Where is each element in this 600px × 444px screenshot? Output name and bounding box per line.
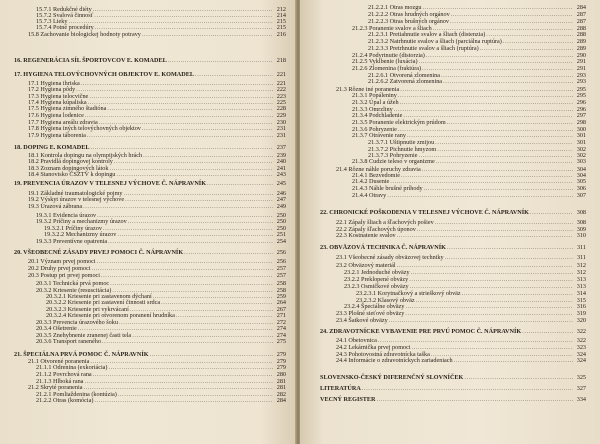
toc-entry-title: 21.2.6.2 Zatvorená zlomenina bbox=[368, 78, 443, 85]
toc-entry-page-number: 297 bbox=[576, 112, 586, 119]
toc-entry-title: 17.2 Hygiena pôdy bbox=[28, 86, 76, 93]
toc-entry-title: 21.3.7.3 Pohryzenie bbox=[368, 152, 418, 159]
toc-entry-title: 22.2 Zápaly šľachových úponov bbox=[336, 226, 416, 233]
toc-entry-page-number: 287 bbox=[576, 11, 586, 18]
toc-entry-title: 21.3.1 Popáleniny bbox=[352, 92, 397, 99]
left-toc-entry bbox=[14, 56, 286, 65]
toc-entry-page-number: 296 bbox=[576, 106, 586, 113]
toc-entry-page-number: 315 bbox=[576, 297, 586, 304]
toc-entry-page-number: 306 bbox=[576, 185, 586, 192]
toc-entry-page-number: 310 bbox=[576, 232, 586, 239]
toc-entry-title: 23. OBVÄZOVÁ TECHNIKA Č. NÁPRAVNÍK bbox=[320, 244, 446, 251]
toc-entry-title: 20.3.4 Ošetrenie bbox=[36, 325, 77, 332]
toc-entry-page-number: 250 bbox=[276, 212, 286, 219]
toc-dot-leader bbox=[445, 254, 573, 262]
toc-entry-title: 23.2.3.2 Klasový obväz bbox=[356, 297, 415, 304]
toc-entry-page-number: 216 bbox=[276, 31, 286, 38]
toc-entry-title: 21.3 Rôzne iné poranenia bbox=[336, 86, 400, 93]
toc-entry-title: 21.3.7.2 Pichnutie hmyzom bbox=[368, 146, 437, 153]
toc-dot-leader bbox=[108, 238, 273, 246]
toc-entry-title: 20.3.1 Technická prvá pomoc bbox=[36, 280, 110, 287]
toc-entry-title: 21.2.2.1 Otras mozgu bbox=[368, 4, 422, 11]
right-page bbox=[300, 0, 600, 444]
toc-entry-title: 24.1 Obetovnica bbox=[336, 337, 377, 344]
toc-entry-title: 21.2.2.3 Otras brušných orgánov bbox=[368, 18, 449, 25]
right-toc-entry bbox=[320, 327, 586, 336]
toc-entry-page-number: 334 bbox=[576, 396, 586, 403]
toc-entry-page-number: 240 bbox=[276, 158, 286, 165]
toc-entry-page-number: 325 bbox=[576, 374, 586, 381]
toc-entry-page-number: 246 bbox=[276, 190, 286, 197]
toc-entry-page-number: 291 bbox=[576, 65, 586, 72]
toc-entry-page-number: 290 bbox=[576, 52, 586, 59]
toc-dot-leader bbox=[436, 158, 573, 166]
toc-entry-page-number: 225 bbox=[276, 99, 286, 106]
toc-entry-title: 18.3 Zoznam dopingových látok bbox=[28, 165, 109, 172]
toc-entry-title: 17. HYGIENA TELOVÝCHOVNÝCH OBJEKTOV E. KOMADEL bbox=[14, 71, 194, 78]
toc-entry-page-number: 243 bbox=[276, 171, 286, 178]
toc-entry-title: 21.4.3 Náhle brušné príhody bbox=[352, 185, 423, 192]
toc-dot-leader bbox=[522, 327, 573, 336]
toc-entry-title: 23.2.2 Preklopené obväzy bbox=[344, 276, 409, 283]
toc-entry-title: 23.2.3 Osmičkové obväzy bbox=[344, 283, 409, 290]
toc-entry-page-number: 301 bbox=[576, 132, 586, 139]
toc-entry-title: LITERATÚRA bbox=[320, 385, 361, 392]
toc-entry-page-number: 288 bbox=[576, 31, 586, 38]
toc-entry-page-number: 309 bbox=[576, 226, 586, 233]
toc-entry-page-number: 257 bbox=[276, 272, 286, 279]
left-toc-entry bbox=[28, 132, 286, 140]
toc-entry-page-number: 258 bbox=[276, 287, 286, 294]
toc-entry-title: 18.2 Pravidlá dopingovej kontroly bbox=[28, 158, 113, 165]
toc-entry-title: 23.3 Plošné sieťové obväzy bbox=[336, 310, 405, 317]
toc-entry-page-number: 256 bbox=[276, 249, 286, 256]
toc-entry-page-number: 257 bbox=[276, 265, 286, 272]
left-toc-entry bbox=[14, 70, 286, 79]
toc-entry-title: 21.3.3 Omrzliny bbox=[352, 106, 393, 113]
toc-entry-page-number: 300 bbox=[576, 126, 586, 133]
toc-dot-leader bbox=[397, 232, 573, 240]
toc-entry-title: 19.3 Úrazová zábrana bbox=[28, 203, 83, 210]
toc-entry-page-number: 311 bbox=[576, 254, 586, 261]
toc-entry-page-number: 289 bbox=[576, 38, 586, 45]
toc-entry-title: 15.7.2 Svalová činnosť bbox=[36, 12, 94, 19]
left-toc-entry bbox=[36, 238, 286, 246]
right-toc-entry bbox=[336, 357, 586, 365]
toc-entry-page-number: 230 bbox=[276, 119, 286, 126]
toc-entry-title: 20.3.5 Znehybnenie zranenej časti tela bbox=[36, 332, 132, 339]
toc-dot-leader bbox=[464, 373, 573, 382]
toc-entry-title: 20.1 Význam prvej pomoci bbox=[28, 258, 96, 265]
toc-dot-leader bbox=[101, 272, 273, 280]
toc-entry-page-number: 271 bbox=[276, 312, 286, 319]
toc-entry-page-number: 222 bbox=[276, 86, 286, 93]
toc-dot-leader bbox=[362, 384, 573, 393]
toc-entry-page-number: 312 bbox=[576, 262, 586, 269]
toc-entry-page-number: 223 bbox=[276, 93, 286, 100]
right-toc-entry bbox=[336, 232, 586, 240]
toc-dot-leader bbox=[102, 338, 273, 346]
toc-entry-title: 21.3.4 Podchladenie bbox=[352, 112, 403, 119]
toc-entry-page-number: 221 bbox=[276, 71, 286, 78]
toc-entry-title: 24.3 Pohotovostná zdravotnícka taška bbox=[336, 351, 430, 358]
toc-entry-page-number: 274 bbox=[276, 325, 286, 332]
toc-entry-page-number: 258 bbox=[276, 280, 286, 287]
toc-entry-title: 15.7.1 Redukčné diéty bbox=[36, 6, 92, 13]
toc-entry-page-number: 313 bbox=[576, 276, 586, 283]
toc-entry-title: 15.8 Zachovanie biologickej hodnoty potravy bbox=[28, 31, 141, 38]
toc-entry-title: 21.3.7 Otrávenie rany bbox=[352, 132, 406, 139]
toc-entry-page-number: 324 bbox=[576, 357, 586, 364]
right-toc-entry bbox=[368, 78, 586, 86]
right-toc-entry bbox=[336, 254, 586, 262]
right-toc-entry bbox=[320, 395, 586, 404]
toc-entry-page-number: 316 bbox=[576, 303, 586, 310]
toc-entry-page-number: 256 bbox=[276, 258, 286, 265]
toc-entry-page-number: 251 bbox=[276, 231, 286, 238]
toc-entry-title: 21.4 Rôzne náhle poruchy zdravia bbox=[336, 166, 421, 173]
toc-entry-page-number: 247 bbox=[276, 196, 286, 203]
toc-entry-title: 17.9 Hygiena táborenia bbox=[28, 132, 86, 139]
toc-entry-title: SLOVENSKO-ČESKÝ DIFERENČNÝ SLOVNÍČEK bbox=[320, 374, 464, 381]
toc-entry-page-number: 245 bbox=[276, 180, 286, 187]
toc-entry-page-number: 295 bbox=[576, 92, 586, 99]
toc-entry-page-number: 298 bbox=[576, 119, 586, 126]
toc-entry-page-number: 291 bbox=[576, 58, 586, 65]
toc-entry-title: 19.2 Výskyt úrazov v telesnej výchove bbox=[28, 196, 125, 203]
right-toc-entry bbox=[320, 243, 586, 252]
toc-dot-leader bbox=[389, 317, 573, 325]
left-toc-entry bbox=[28, 272, 286, 280]
toc-entry-title: 19.3.2.1 Príčiny úrazov bbox=[44, 225, 102, 232]
toc-entry-page-number: 280 bbox=[276, 371, 286, 378]
toc-entry-page-number: 250 bbox=[276, 218, 286, 225]
toc-entry-title: 21.2.3.3 Pretrhnutie svalov a šliach (ruptúra) bbox=[368, 45, 479, 52]
toc-entry-title: 21.1.2 Povrchová rana bbox=[36, 371, 92, 378]
toc-entry-title: 23.2.1 Jednoduché obväzy bbox=[344, 269, 410, 276]
toc-entry-title: 21.2.5 Vykĺbenie (luxácia) bbox=[352, 58, 418, 65]
toc-dot-leader bbox=[447, 243, 573, 252]
toc-entry-title: 20.3.2.2 Kriesenie pri zastavení činnosti srdca bbox=[46, 299, 161, 306]
toc-entry-title: 21.2.2.2 Otras hrudných orgánov bbox=[368, 11, 450, 18]
toc-entry-title: 21.2.6.1 Otvorená zlomenina bbox=[368, 72, 440, 79]
toc-entry-title: 20.3 Postup pri prvej pomoci bbox=[28, 272, 101, 279]
toc-entry-title: 22. CHRONICKÉ POŠKODENIA V TELESNEJ VÝCHOVE Č. NÁPRAVNÍK bbox=[320, 209, 529, 216]
toc-entry-page-number: 303 bbox=[576, 158, 586, 165]
toc-entry-page-number: 229 bbox=[276, 112, 286, 119]
toc-entry-page-number: 228 bbox=[276, 105, 286, 112]
toc-entry-page-number: 272 bbox=[276, 319, 286, 326]
toc-entry-title: 20.3.3 Prevencia úrazového šoku bbox=[36, 319, 118, 326]
toc-entry-page-number: 305 bbox=[576, 178, 586, 185]
toc-dot-leader bbox=[142, 31, 273, 39]
toc-entry-page-number: 293 bbox=[576, 72, 586, 79]
toc-entry-page-number: 250 bbox=[276, 225, 286, 232]
toc-dot-leader bbox=[116, 171, 273, 179]
toc-entry-title: 21.1.1 Odrenina (exkoriácia) bbox=[36, 364, 108, 371]
toc-entry-page-number: 288 bbox=[576, 25, 586, 32]
toc-entry-title: 23.2.4 Špeciálne obväzy bbox=[344, 303, 405, 310]
toc-entry-title: 19.3.3 Preventívne opatrenia bbox=[36, 238, 108, 245]
toc-entry-title: 21.2.6 Zlomenina (fraktúra) bbox=[352, 65, 422, 72]
toc-entry-title: 21.4.2 Dusenie bbox=[352, 178, 390, 185]
toc-entry-title: 17.1 Hygiena ihriska bbox=[28, 80, 80, 87]
toc-entry-page-number: 324 bbox=[576, 351, 586, 358]
toc-entry-title: 15.7.4 Potné procedúry bbox=[36, 24, 94, 31]
toc-entry-page-number: 312 bbox=[576, 269, 586, 276]
toc-dot-leader bbox=[454, 357, 573, 365]
toc-entry-page-number: 319 bbox=[576, 310, 586, 317]
toc-entry-page-number: 327 bbox=[576, 385, 586, 392]
toc-entry-page-number: 215 bbox=[276, 18, 286, 25]
toc-dot-leader bbox=[168, 56, 273, 65]
toc-entry-title: 17.3 Hygiena telocvične bbox=[28, 93, 89, 100]
toc-entry-page-number: 287 bbox=[576, 18, 586, 25]
toc-entry-title: 18. DOPING E. KOMADEL bbox=[14, 144, 90, 151]
left-toc-entry bbox=[14, 179, 286, 188]
toc-entry-page-number: 314 bbox=[576, 290, 586, 297]
toc-entry-page-number: 289 bbox=[576, 45, 586, 52]
toc-entry-title: 16. REGENERÁCIA SÍL ŠPORTOVCOV E. KOMADEL bbox=[14, 57, 167, 64]
toc-entry-page-number: 304 bbox=[576, 172, 586, 179]
toc-entry-title: 17.7 Hygiena areálu zdravia bbox=[28, 119, 98, 126]
left-toc-entry bbox=[36, 397, 286, 405]
right-toc-entry bbox=[352, 158, 586, 166]
toc-entry-page-number: 281 bbox=[276, 378, 286, 385]
toc-entry-page-number: 311 bbox=[576, 244, 586, 251]
toc-entry-page-number: 279 bbox=[276, 364, 286, 371]
left-toc-entry bbox=[14, 143, 286, 152]
toc-entry-title: 21.2.1 Pomliaždenina (kontúzia) bbox=[36, 391, 117, 398]
toc-dot-leader bbox=[94, 397, 273, 405]
left-toc-entry bbox=[14, 248, 286, 257]
toc-entry-title: 20.2 Druhy prvej pomoci bbox=[28, 265, 91, 272]
toc-entry-title: 21.4.4 Otravy bbox=[352, 192, 387, 199]
toc-entry-title: 23.2 Obväzový materiál bbox=[336, 262, 396, 269]
toc-entry-page-number: 214 bbox=[276, 12, 286, 19]
toc-entry-page-number: 322 bbox=[576, 337, 586, 344]
toc-entry-title: 21.1.3 Hlboká rana bbox=[36, 378, 84, 385]
toc-dot-leader bbox=[87, 132, 273, 140]
toc-entry-title: VECNÝ REGISTER bbox=[320, 396, 376, 403]
toc-entry-title: 21.2 Skryté poranenia bbox=[28, 384, 83, 391]
toc-entry-title: 19. PREVENCIA ÚRAZOV V TELESNEJ VÝCHOVE Č. NÁPRAVNÍK bbox=[14, 180, 207, 187]
toc-entry-title: 21. ŠPECIÁLNA PRVÁ POMOC Č. NÁPRAVNÍK bbox=[14, 351, 149, 358]
toc-entry-page-number: 284 bbox=[276, 397, 286, 404]
toc-entry-page-number: 231 bbox=[276, 132, 286, 139]
toc-entry-page-number: 281 bbox=[276, 384, 286, 391]
toc-entry-title: 15.7.3 Lieky bbox=[36, 18, 68, 25]
toc-dot-leader bbox=[83, 203, 273, 211]
toc-entry-title: 24. ZDRAVOTNÍCKE VYBAVENIE PRE PRVÚ POMOC Č. NÁPRAVNÍK bbox=[320, 328, 522, 335]
toc-entry-title: 21.4.1 Bezvedomie bbox=[352, 172, 400, 179]
toc-entry-title: 23.4 Šatkové obväzy bbox=[336, 317, 388, 324]
toc-entry-page-number: 296 bbox=[576, 99, 586, 106]
toc-entry-page-number: 241 bbox=[276, 165, 286, 172]
toc-entry-title: 17.5 Hygiena zimného štadióna bbox=[28, 105, 107, 112]
toc-dot-leader bbox=[184, 248, 273, 257]
toc-entry-title: 21.2.3.1 Pretiahnutie svalov a šliach (distenzia) bbox=[368, 31, 486, 38]
toc-entry-title: 21.2.4 Podvrtnutie (distorzia) bbox=[352, 52, 425, 59]
toc-entry-title: 21.2.2 Otras (komócia) bbox=[36, 397, 94, 404]
toc-entry-page-number: 322 bbox=[576, 328, 586, 335]
toc-entry-page-number: 218 bbox=[276, 57, 286, 64]
toc-entry-page-number: 320 bbox=[576, 317, 586, 324]
toc-entry-title: 18.4 Stanovisko ČSZTV k dopingu bbox=[28, 171, 116, 178]
toc-entry-page-number: 308 bbox=[576, 209, 586, 216]
toc-entry-title: 23.2.3.1 Korytnačkový a strieškový obväz bbox=[356, 290, 461, 297]
toc-entry-page-number: 254 bbox=[276, 238, 286, 245]
toc-entry-page-number: 295 bbox=[576, 86, 586, 93]
toc-entry-page-number: 267 bbox=[276, 306, 286, 313]
toc-entry-page-number: 279 bbox=[276, 358, 286, 365]
toc-entry-page-number: 264 bbox=[276, 299, 286, 306]
left-toc-entry bbox=[36, 338, 286, 346]
toc-dot-leader bbox=[207, 179, 273, 188]
toc-entry-page-number: 301 bbox=[576, 139, 586, 146]
toc-entry-title: 21.3.2 Úpal a úžeh bbox=[352, 99, 399, 106]
toc-entry-page-number: 293 bbox=[576, 78, 586, 85]
toc-entry-page-number: 212 bbox=[276, 6, 286, 13]
toc-entry-title: 23.1 Všeobecné zásady obväzovej techniky bbox=[336, 254, 444, 261]
toc-entry-page-number: 284 bbox=[576, 4, 586, 11]
toc-entry-page-number: 282 bbox=[276, 391, 286, 398]
right-toc-entry bbox=[352, 192, 586, 200]
toc-entry-page-number: 237 bbox=[276, 144, 286, 151]
toc-entry-page-number: 308 bbox=[576, 219, 586, 226]
toc-entry-title: 22.1 Zápaly šliach a šľachových pošiev bbox=[336, 219, 434, 226]
toc-entry-page-number: 307 bbox=[576, 192, 586, 199]
toc-entry-title: 22.3 Kostnatenie svalov bbox=[336, 232, 396, 239]
toc-dot-leader bbox=[387, 192, 573, 200]
toc-dot-leader bbox=[377, 395, 573, 404]
toc-entry-title: 21.3.7.1 Uštipnutie zmijou bbox=[368, 139, 435, 146]
toc-dot-leader bbox=[90, 143, 273, 152]
right-toc-entry bbox=[320, 384, 586, 393]
left-toc-entry bbox=[28, 171, 286, 179]
right-toc-entry bbox=[320, 373, 586, 382]
toc-entry-page-number: 221 bbox=[276, 80, 286, 87]
toc-entry-title: 17.8 Hygiena iných telovýchovných objektov bbox=[28, 125, 141, 132]
toc-entry-title: 24.2 Lekárnička prvej pomoci bbox=[336, 344, 411, 351]
toc-entry-page-number: 302 bbox=[576, 146, 586, 153]
left-toc-entry bbox=[28, 31, 286, 39]
toc-entry-page-number: 304 bbox=[576, 166, 586, 173]
toc-entry-page-number: 275 bbox=[276, 338, 286, 345]
left-page bbox=[0, 0, 296, 444]
toc-entry-page-number: 313 bbox=[576, 283, 586, 290]
toc-entry-title: 17.4 Hygiena kúpaliska bbox=[28, 99, 87, 106]
toc-entry-title: 20. VŠEOBECNÉ ZÁSADY PRVEJ POMOCI Č. NÁPRAVNÍK bbox=[14, 249, 184, 256]
toc-entry-page-number: 259 bbox=[276, 293, 286, 300]
toc-entry-title: 21.2.3 Poranenie svalov a šliach bbox=[352, 25, 432, 32]
toc-entry-title: 24.4 Informácie o zdravotníckych zariadeniach bbox=[336, 357, 453, 364]
toc-entry-page-number: 274 bbox=[276, 332, 286, 339]
toc-entry-title: 19.3.2 Príčiny a mechanizmy úrazov bbox=[36, 218, 127, 225]
toc-entry-page-number: 302 bbox=[576, 152, 586, 159]
toc-entry-page-number: 215 bbox=[276, 24, 286, 31]
toc-entry-title: 20.3.2.3 Kriesenie pri vykrvácaní bbox=[46, 306, 129, 313]
toc-entry-title: 18.1 Kontrola dopingu na olympijských hrách bbox=[28, 152, 143, 159]
left-toc-entry bbox=[28, 203, 286, 211]
toc-entry-page-number: 249 bbox=[276, 203, 286, 210]
toc-entry-title: 20.3.6 Transport raneného bbox=[36, 338, 101, 345]
toc-entry-title: 21.2.3.2 Natrhnutie svalov a šliach (parciálna ruptúra) bbox=[368, 38, 502, 45]
toc-entry-title: 19.1 Základné traumatologické pojmy bbox=[28, 190, 123, 197]
toc-entry-title: 21.3.8 Cudzie teleso v organizme bbox=[352, 158, 435, 165]
toc-entry-title: 19.3.2.2 Mechanizmy úrazov bbox=[44, 231, 117, 238]
toc-entry-title: 17.6 Hygiena lodenice bbox=[28, 112, 84, 119]
toc-entry-page-number: 323 bbox=[576, 344, 586, 351]
right-toc-entry bbox=[336, 317, 586, 325]
right-toc-entry bbox=[320, 208, 586, 217]
toc-dot-leader bbox=[443, 78, 573, 86]
toc-entry-page-number: 231 bbox=[276, 125, 286, 132]
toc-entry-title: 21.3.6 Pohryzenie bbox=[352, 126, 397, 133]
toc-entry-title: 20.3.2.1 Kriesenie pri zastavenom dýchaní bbox=[46, 293, 152, 300]
toc-entry-title: 21.3.5 Poranenie elektrickým prúdom bbox=[352, 119, 446, 126]
toc-entry-title: 20.3.2 Kriesenie (resuscitácia) bbox=[36, 287, 112, 294]
toc-entry-title: 19.3.1 Evidencia úrazov bbox=[36, 212, 97, 219]
toc-entry-title: 20.3.2.4 Kriesenie pri otvorenom poranení hrudníka bbox=[46, 312, 175, 319]
toc-entry-title: 21.1 Otvorené poranenia bbox=[28, 358, 90, 365]
toc-entry-page-number: 239 bbox=[276, 152, 286, 159]
toc-dot-leader bbox=[530, 208, 573, 217]
toc-dot-leader bbox=[195, 70, 273, 79]
toc-entry-page-number: 279 bbox=[276, 351, 286, 358]
